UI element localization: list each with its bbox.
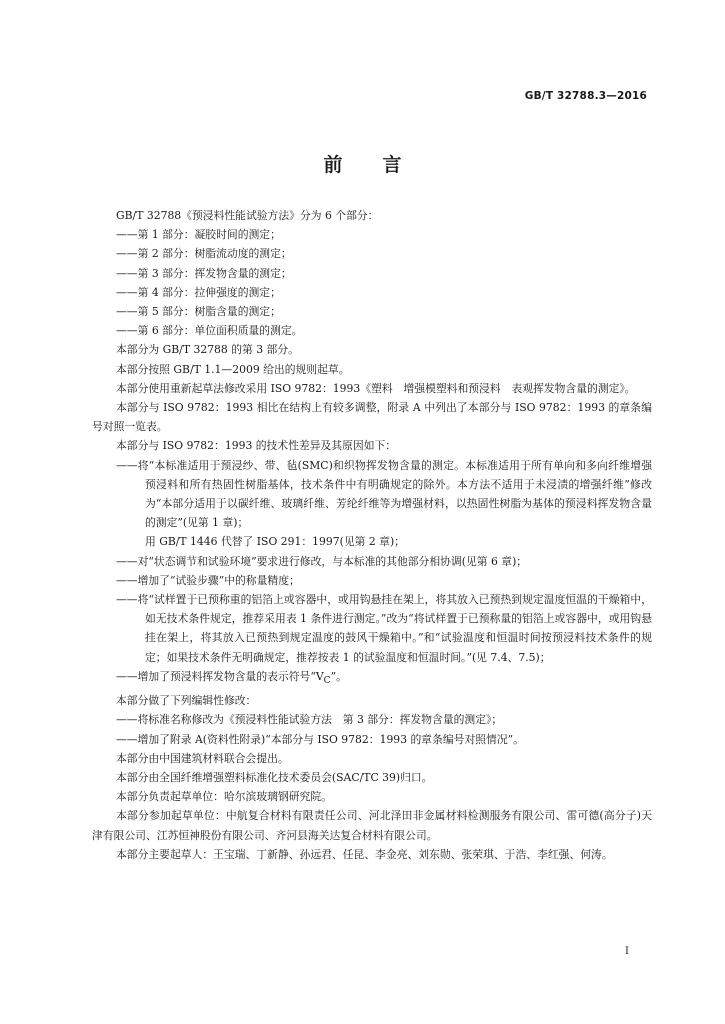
edit-item: ——增加了附录 A(资料性附录)“本部分与 ISO 9782：1993 的章条编号对照情况”。 (116, 732, 524, 746)
diff-item (92, 590, 652, 667)
section-title: 前言 (323, 154, 442, 176)
body-paragraph: 本部分使用重新起草法修改采用 ISO 9782：1993《塑料 增强模塑料和预浸料 表观挥发物含量的测定》。 (116, 381, 636, 395)
body-paragraph: 本部分参加起草单位：中航复合材料有限责任公司、河北泽田非金属材料检测服务有限公司、雷可德(高分子)天津有限公司、江苏恒神股份有限公司、齐河县海关达复合材料有限公司。 (92, 809, 652, 842)
diff-item (92, 456, 652, 533)
part-item: ——第 1 部分：凝胶时间的测定； (116, 228, 281, 242)
body-paragraph: 本部分负责起草单位：哈尔滨玻璃钢研究院。 (116, 790, 332, 804)
diff-item (92, 667, 652, 691)
part-item: ——第 2 部分：树脂流动度的测定； (116, 247, 292, 261)
body-paragraph: 本部分由全国纤维增强塑料标准化技术委员会(SAC/TC 39)归口。 (116, 771, 433, 785)
body-paragraph: 本部分与 ISO 9782：1993 的技术性差异及其原因如下： (116, 439, 397, 453)
diff-item-text: ——将“本标准适用于预浸纱、带、毡(SMC)和织物挥发物含量的测定。本标准适用于所有单向和多向纤维增强预浸料和所有热固性树脂基体，技术条件中有明确规定的除外。本方法不适用于未浸渍的增强纤维”修改为“本部分适用于以碳纤维、玻璃纤维、芳纶纤维等为增强材料，以热固性树脂为基体的预浸料挥发物含量的测定”(见第 1 章)； (116, 458, 652, 530)
diff-item: ——对“状态调节和试验环境”要求进行修改，与本标准的其他部分相协调(见第 6 章)； (116, 554, 528, 568)
body-paragraph: 本部分由中国建筑材料联合会提出。 (116, 751, 289, 765)
standard-code: GB/T 32788.3—2016 (524, 90, 647, 102)
foreword-body (92, 206, 652, 864)
intro-paragraph: GB/T 32788《预浸料性能试验方法》分为 6 个部分： (116, 209, 379, 222)
diff-item-text: ——增加了预浸料挥发物含量的表示符号“$V_C$”。 (116, 669, 347, 687)
part-item: ——第 4 部分：拉伸强度的测定； (116, 285, 281, 299)
page-number: I (625, 946, 629, 957)
diff-item-text: ——将“试样置于已预称重的铝箔上或容器中，或用钩悬挂在架上，将其放入已预热到规定温度恒温的干燥箱中，如无技术条件规定，推荐采用表 1 条件进行测定。”改为“将试样置于已预称量的铝箔上或容器中，或用钩悬挂在架上，将其放入已预热到规定温度的鼓风干燥箱中。”和“试验温度和恒温时间按预浸料技术条件的规定；如果技术条件无明确规定，推荐按表 1 的试验温度和恒温时间。”(见 7.4、7.5)； (116, 593, 652, 664)
part-item: ——第 6 部分：单位面积质量的测定。 (116, 324, 303, 338)
body-paragraph: 本部分与 ISO 9782：1993 相比在结构上有较多调整，附录 A 中列出了本部分与 ISO 9782：1993 的章条编号对照一览表。 (92, 401, 652, 434)
part-item: ——第 3 部分：挥发物含量的测定； (116, 266, 292, 280)
body-paragraph: 本部分主要起草人：王宝瑞、丁新静、孙远君、任昆、李金亮、刘东勋、张荣琪、于浩、李红强、何涛。 (116, 847, 613, 861)
part-item: ——第 5 部分：树脂含量的测定； (116, 305, 281, 319)
diff-item: 用 GB/T 1446 代替了 ISO 291：1997(见第 2 章)； (145, 535, 405, 549)
body-paragraph: 本部分为 GB/T 32788 的第 3 部分。 (116, 343, 299, 357)
edit-item: ——将标准名称修改为《预浸料性能试验方法 第 3 部分：挥发物含量的测定》； (116, 713, 503, 727)
diff-item: ——增加了“试验步骤”中的称量精度； (116, 573, 300, 587)
body-paragraph: 本部分按照 GB/T 1.1—2009 给出的规则起草。 (116, 362, 350, 376)
body-paragraph: 本部分做了下列编辑性修改： (116, 694, 257, 708)
